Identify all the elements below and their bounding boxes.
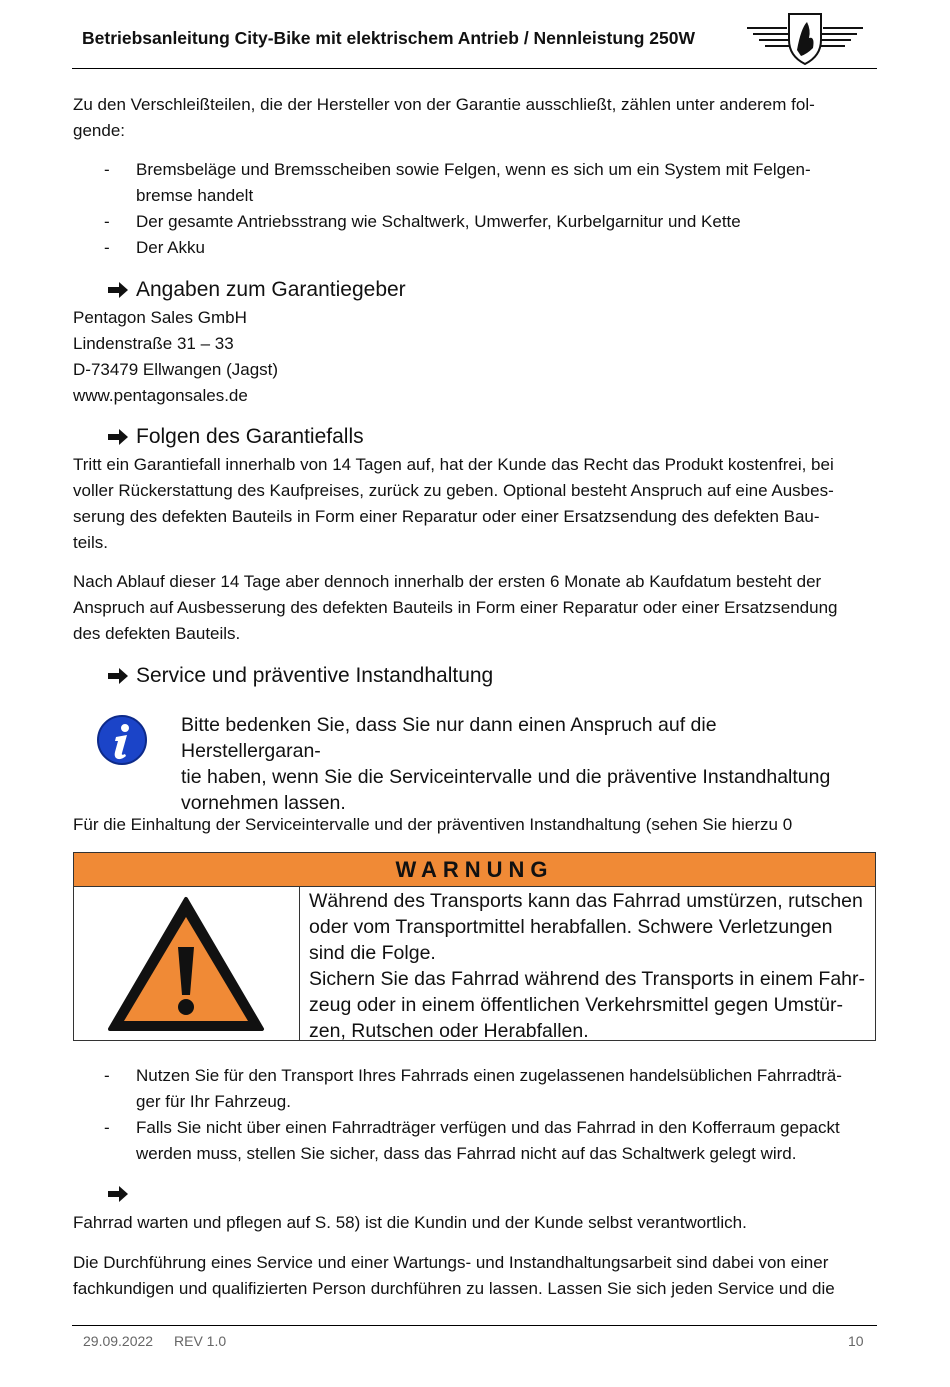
street: Lindenstraße 31 – 33 xyxy=(73,334,234,353)
info-icon xyxy=(96,714,148,766)
list-item-text: Der gesamte Antriebsstrang wie Schaltwerk, Umwerfer, Kurbelgarnitur und Kette xyxy=(136,212,741,231)
section-heading-service: Service und präventive Instandhaltung xyxy=(136,664,494,687)
bullet-dash: - xyxy=(104,1118,110,1137)
service-followup: Für die Einhaltung der Serviceintervalle und der präventiven Instandhaltung (sehen Sie hierzu 0 xyxy=(73,815,793,834)
bullet-dash: - xyxy=(104,212,110,231)
closing-line: Fahrrad warten und pflegen auf S. 58) ist die Kundin und der Kunde selbst verantwortlich. xyxy=(73,1213,747,1232)
arrow-right-icon xyxy=(106,1184,130,1204)
bullet-dash: - xyxy=(104,160,110,179)
transport-tips-list xyxy=(0,1063,950,1167)
list-item xyxy=(0,1063,950,1115)
paragraph-line: Anspruch auf Ausbesserung des defekten Bauteils in Form einer Reparatur oder einer Ersatzsendung xyxy=(73,598,838,617)
list-item xyxy=(0,235,950,261)
header-rule xyxy=(72,68,877,69)
closing-paragraph xyxy=(73,1250,878,1302)
list-item-text xyxy=(136,1063,876,1115)
consequences-paragraph-1 xyxy=(73,452,878,556)
list-item-line: werden muss, stellen Sie sicher, dass das Fahrrad nicht auf das Schaltwerk gelegt wird. xyxy=(136,1144,797,1163)
arrow-right-icon xyxy=(106,666,130,686)
list-item-line: Nutzen Sie für den Transport Ihres Fahrrads einen zugelassenen handelsüblichen Fahrradträ- xyxy=(136,1066,842,1085)
paragraph-line: fachkundigen und qualifizierten Person durchführen zu lassen. Lassen Sie sich jeden Service und die xyxy=(73,1279,835,1298)
paragraph-line: voller Rückerstattung des Kaufpreises, zurück zu geben. Optional besteht Anspruch auf eine Ausbes- xyxy=(73,481,834,500)
bullet-dash: - xyxy=(104,238,110,257)
footer-date: 29.09.2022 xyxy=(83,1333,154,1349)
warning-divider xyxy=(299,886,300,1040)
list-item xyxy=(0,209,950,235)
paragraph-line: Die Durchführung eines Service und einer Wartungs- und Instandhaltungsarbeit sind dabei von einer xyxy=(73,1253,829,1272)
warning-line: oder vom Transportmittel herabfallen. Schwere Verletzungen xyxy=(309,916,833,938)
paragraph-line: des defekten Bauteils. xyxy=(73,624,241,643)
info-line: vornehmen lassen. xyxy=(181,792,346,814)
company-name: Pentagon Sales GmbH xyxy=(73,308,247,327)
list-item-text xyxy=(136,1115,876,1167)
list-item-line: Falls Sie nicht über einen Fahrradträger verfügen und das Fahrrad in den Kofferraum gepackt xyxy=(136,1118,840,1137)
warning-title: WARNUNG xyxy=(74,853,875,887)
document-title: Betriebsanleitung City-Bike mit elektrischem Antrieb / Nennleistung 250W xyxy=(82,28,695,48)
warning-box xyxy=(73,852,876,1041)
warning-triangle-icon xyxy=(106,895,266,1035)
guarantor-address xyxy=(73,305,278,409)
list-item xyxy=(0,157,950,209)
list-item xyxy=(0,1115,950,1167)
section-heading-guarantor: Angaben zum Garantiegeber xyxy=(136,278,406,301)
intro-line-2: gende: xyxy=(73,121,125,140)
arrow-right-icon xyxy=(106,427,130,447)
paragraph-line: teils. xyxy=(73,533,108,552)
info-line: Bitte bedenken Sie, dass Sie nur dann einen Anspruch auf die Herstellergaran- xyxy=(181,714,717,762)
list-item-line: ger für Ihr Fahrzeug. xyxy=(136,1092,291,1111)
website-link[interactable]: www.pentagonsales.de xyxy=(73,386,248,405)
page-number: 10 xyxy=(848,1333,864,1349)
winged-shield-logo-icon xyxy=(745,8,865,66)
list-item-text: Der Akku xyxy=(136,238,205,257)
warning-text xyxy=(309,888,869,1044)
section-heading-consequences: Folgen des Garantiefalls xyxy=(136,425,364,448)
list-item-line: bremse handelt xyxy=(136,186,254,205)
info-note xyxy=(181,712,861,816)
info-line: tie haben, wenn Sie die Serviceintervalle und die präventive Instandhaltung xyxy=(181,766,831,788)
warning-line: Während des Transports kann das Fahrrad umstürzen, rutschen xyxy=(309,890,863,912)
paragraph-line: Tritt ein Garantiefall innerhalb von 14 Tagen auf, hat der Kunde das Recht das Produkt kostenfrei, bei xyxy=(73,455,834,474)
footer-revision: REV 1.0 xyxy=(174,1333,227,1349)
paragraph-line: serung des defekten Bauteils in Form einer Reparatur oder einer Ersatzsendung des defekten Bau- xyxy=(73,507,820,526)
warning-line: sind die Folge. xyxy=(309,942,436,964)
bullet-dash: - xyxy=(104,1066,110,1085)
paragraph-line: Nach Ablauf dieser 14 Tage aber dennoch innerhalb der ersten 6 Monate ab Kaufdatum besteht der xyxy=(73,572,822,591)
list-item-text xyxy=(136,157,876,209)
list-item-line: Bremsbeläge und Bremsscheiben sowie Felgen, wenn es sich um ein System mit Felgen- xyxy=(136,160,811,179)
warning-line: zen, Rutschen oder Herabfallen. xyxy=(309,1020,589,1042)
warning-line: Sichern Sie das Fahrrad während des Transports in einem Fahr- xyxy=(309,968,866,990)
wear-parts-list xyxy=(0,157,950,261)
intro-line-1: Zu den Verschleißteilen, die der Hersteller von der Garantie ausschließt, zählen unter anderem fol- xyxy=(73,95,815,114)
warning-line: zeug oder in einem öffentlichen Verkehrsmittel gegen Umstür- xyxy=(309,994,844,1016)
city: D-73479 Ellwangen (Jagst) xyxy=(73,360,279,379)
footer-rule xyxy=(72,1325,877,1326)
arrow-right-icon xyxy=(106,280,130,300)
consequences-paragraph-2 xyxy=(73,569,878,647)
